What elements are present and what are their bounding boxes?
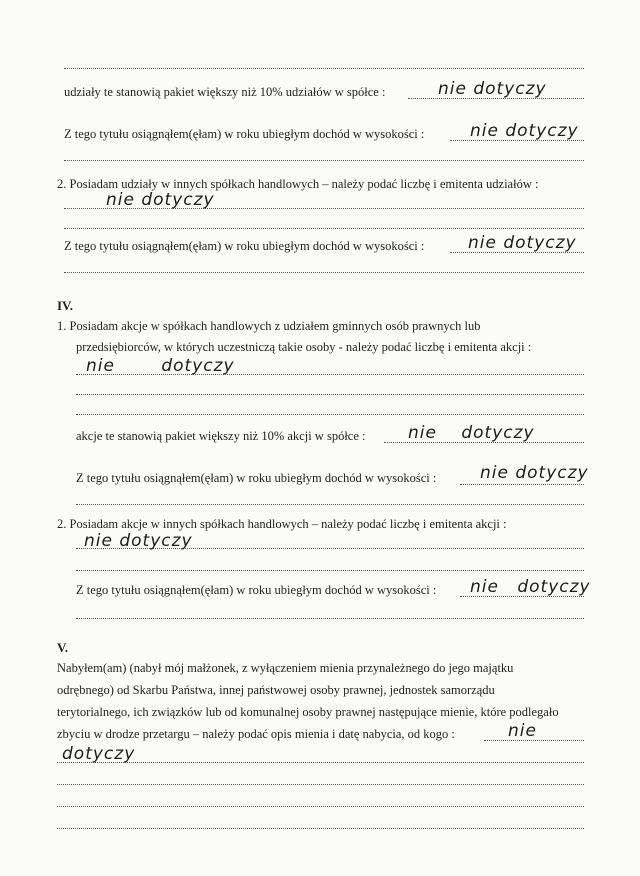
- fill-line: [76, 414, 584, 415]
- handwritten-answer: nie dotyczy: [84, 531, 193, 551]
- income-label: Z tego tytułu osiągnąłem(ęłam) w roku ubiegłym dochód w wysokości :: [76, 471, 437, 485]
- handwritten-answer: nie dotyczy: [106, 190, 215, 210]
- handwritten-answer: nie dotyczy: [480, 463, 589, 483]
- handwritten-answer: nie dotyczy: [408, 423, 535, 443]
- fill-line: [76, 504, 584, 505]
- income-label: Z tego tytułu osiągnąłem(ęłam) w roku ubiegłym dochód w wysokości :: [64, 127, 425, 141]
- fill-line: [64, 68, 584, 69]
- income-label: Z tego tytułu osiągnąłem(ęłam) w roku ubiegłym dochód w wysokości :: [64, 239, 425, 253]
- item-2-shares-label: 2. Posiadam akcje w innych spółkach handlowych – należy podać liczbę i emitenta akcji :: [57, 517, 507, 531]
- acquisition-text: odrębnego) od Skarbu Państwa, innej państwowej osoby prawnej, jednostek samorządu: [57, 683, 495, 697]
- handwritten-answer: nie dotyczy: [470, 577, 591, 597]
- fill-line: [57, 784, 584, 785]
- section-heading: IV.: [57, 298, 74, 313]
- acquisition-text: terytorialnego, ich związków lub od komunalnej osoby prawnej następujące mienie, które podlegało: [57, 705, 559, 719]
- fill-line: [57, 762, 584, 763]
- handwritten-answer: nie: [508, 721, 537, 741]
- handwritten-answer: nie dotyczy: [470, 121, 579, 141]
- item-1-shares-label: 1. Posiadam akcje w spółkach handlowych z udziałem gminnych osób prawnych lub: [57, 319, 481, 333]
- section-heading: V.: [57, 640, 68, 655]
- shares-package-label: udziały te stanowią pakiet większy niż 10% udziałów w spółce :: [64, 85, 386, 99]
- fill-line: [57, 828, 584, 829]
- handwritten-answer: dotyczy: [62, 744, 136, 764]
- handwritten-answer: nie dotyczy: [468, 233, 577, 253]
- handwritten-answer: nie dotyczy: [438, 79, 547, 99]
- acquisition-text: zbyciu w drodze przetargu – należy podać opis mienia i datę nabycia, od kogo :: [57, 727, 455, 741]
- fill-line: [76, 394, 584, 395]
- item-2-shares-label: 2. Posiadam udziały w innych spółkach handlowych – należy podać liczbę i emitenta udziałów :: [57, 177, 539, 191]
- fill-line: [76, 618, 584, 619]
- acquisition-text: Nabyłem(am) (nabył mój małżonek, z wyłączeniem mienia przynależnego do jego majątku: [57, 661, 514, 675]
- fill-line: [64, 160, 584, 161]
- income-label: Z tego tytułu osiągnąłem(ęłam) w roku ubiegłym dochód w wysokości :: [76, 583, 437, 597]
- fill-line: [64, 272, 584, 273]
- fill-line: [64, 228, 584, 229]
- fill-line: [76, 570, 584, 571]
- fill-line: [57, 806, 584, 807]
- handwritten-answer: nie dotyczy: [86, 356, 235, 376]
- shares-package-label: akcje te stanowią pakiet większy niż 10% akcji w spółce :: [76, 429, 366, 443]
- item-1-shares-label-cont: przedsiębiorców, w których uczestniczą takie osoby - należy podać liczbę i emitenta akcji :: [76, 340, 532, 354]
- fill-line: [460, 484, 584, 485]
